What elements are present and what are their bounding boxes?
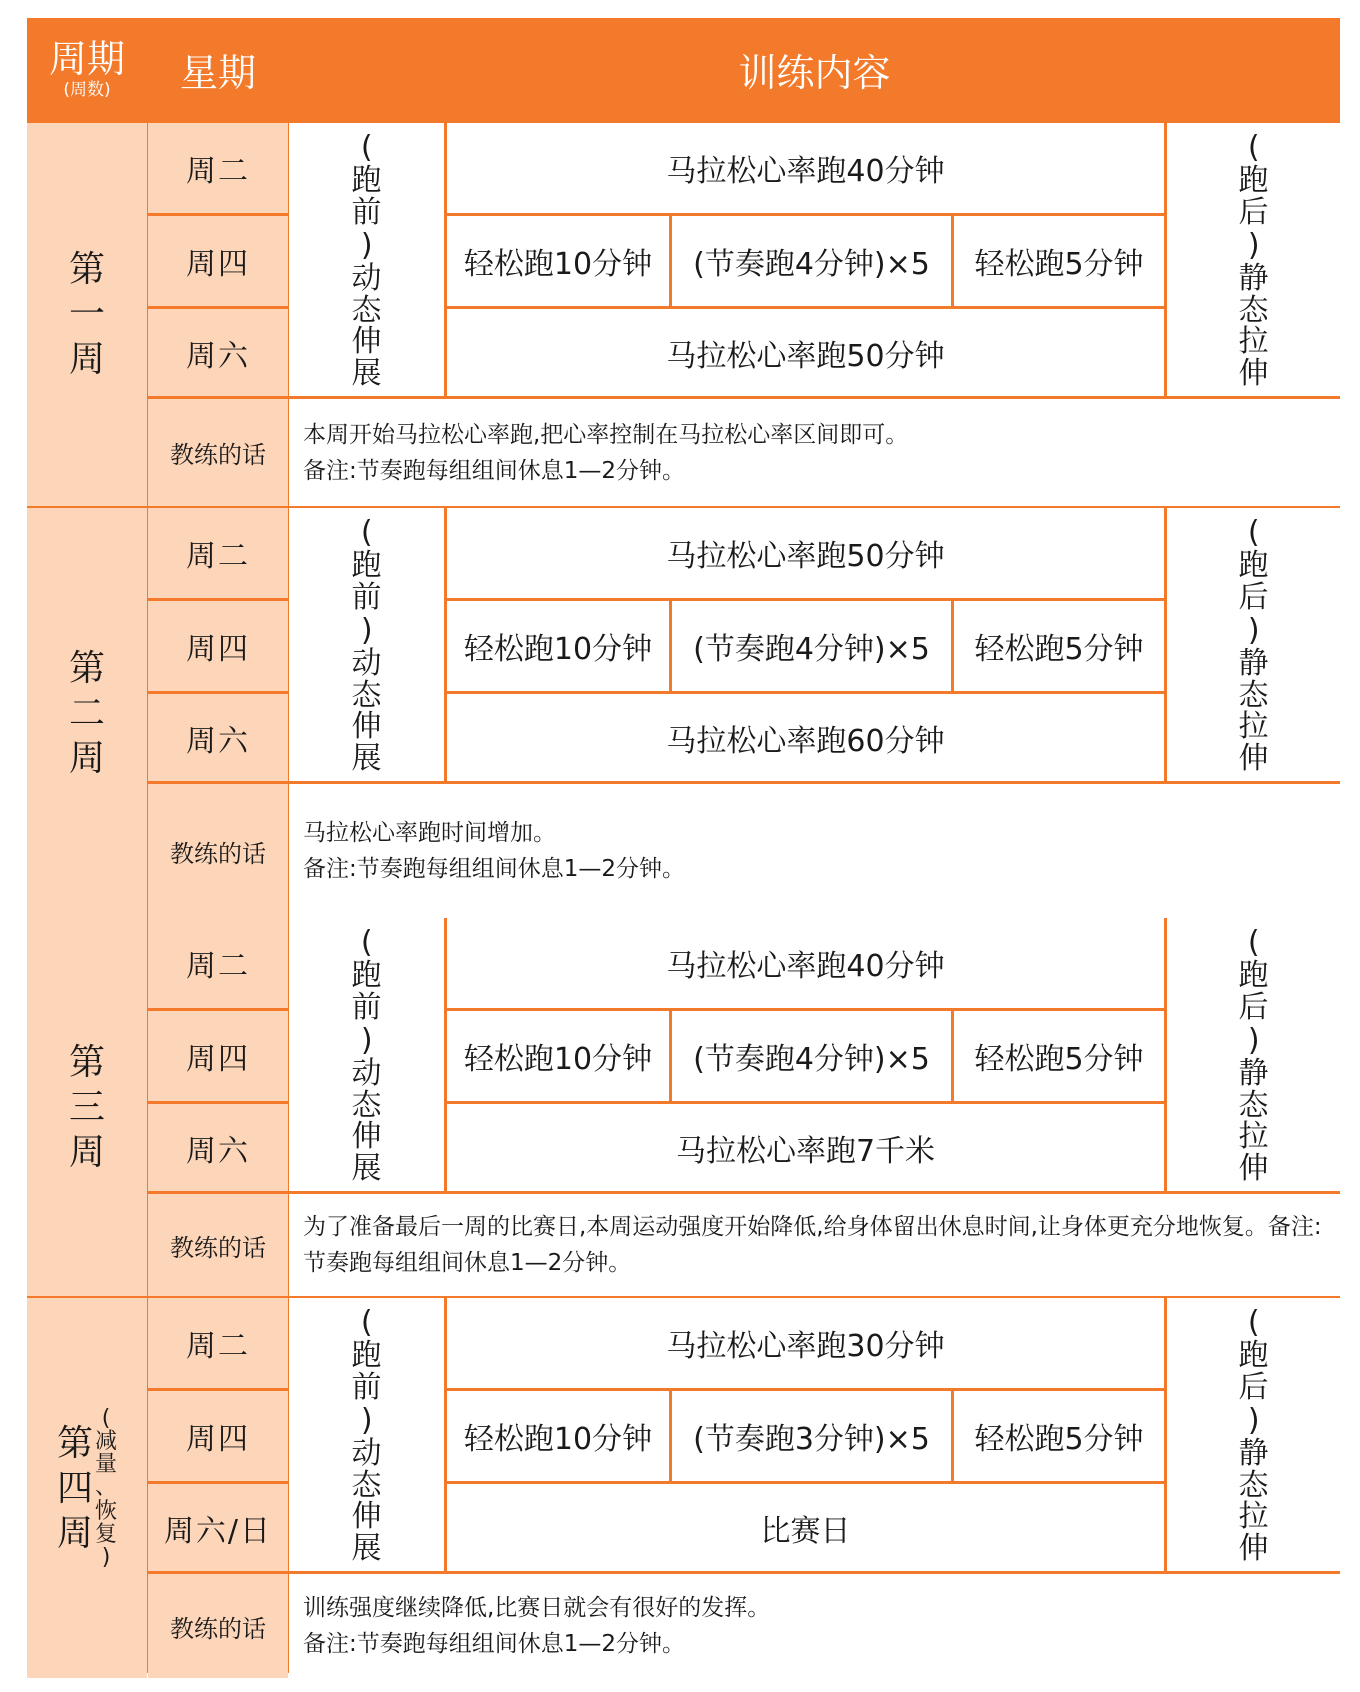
cooldown-char: 后: [1238, 579, 1269, 615]
week-1-sat-workout: 马拉松心率跑50分钟: [447, 309, 1164, 396]
week-3-thu-part-2: (节奏跑4分钟)×5: [672, 1011, 951, 1101]
week-4-cooldown: [1167, 1298, 1340, 1571]
week-title-char: 第: [68, 249, 105, 290]
cooldown-char: 后: [1238, 194, 1269, 230]
week-3-title: [27, 918, 147, 1296]
warmup-char: ): [349, 613, 385, 648]
week-4-thu-part-2: (节奏跑3分钟)×5: [672, 1391, 951, 1481]
cooldown-char: 后: [1238, 989, 1269, 1025]
week-note-char: 、: [95, 1475, 118, 1501]
warmup-char: 动: [351, 1436, 382, 1471]
header-period-label: 周期: [48, 37, 125, 81]
week-4-coach-label: 教练的话: [148, 1574, 288, 1678]
cooldown-char: 拉: [1238, 709, 1269, 744]
week-note-char: 恢: [95, 1498, 118, 1524]
week-3-cooldown: [1167, 918, 1340, 1191]
week-3-day-3: 周六: [148, 1104, 288, 1191]
week-4-sat-workout: 比赛日: [447, 1484, 1164, 1571]
cooldown-char: 静: [1238, 1436, 1269, 1471]
warmup-char: ): [349, 228, 385, 263]
warmup-char: 态: [351, 677, 382, 713]
week-2-thu-part-2: (节奏跑4分钟)×5: [672, 601, 951, 691]
week-4-day-1: 周二: [148, 1298, 288, 1388]
cooldown-char: 态: [1238, 1087, 1269, 1123]
week-4-thu-part-1: 轻松跑10分钟: [447, 1391, 669, 1481]
week-2-day-3: 周六: [148, 694, 288, 781]
coach-note-line: 备注:节奏跑每组组间休息1—2分钟。: [303, 1631, 686, 1657]
week-title-char: 第: [56, 1422, 93, 1464]
week-3-coach-note: [289, 1194, 1340, 1296]
warmup-char: 展: [351, 355, 382, 391]
warmup-char: 动: [351, 1056, 382, 1091]
week-3-thu-part-3: 轻松跑5分钟: [954, 1011, 1164, 1101]
cooldown-char: (: [1236, 1305, 1272, 1340]
week-4-coach-note: [289, 1574, 1340, 1678]
cooldown-char: 静: [1238, 261, 1269, 296]
week-2-day-1: 周二: [148, 508, 288, 598]
warmup-char: 前: [351, 579, 382, 615]
cooldown-char: ): [1236, 1023, 1272, 1058]
warmup-char: 态: [351, 292, 382, 328]
week-2-cooldown: [1167, 508, 1340, 781]
cooldown-char: 态: [1238, 1467, 1269, 1503]
week-title-char: 周: [56, 1512, 93, 1554]
week-note-char: 量: [95, 1452, 118, 1478]
week-3-thu-part-1: 轻松跑10分钟: [447, 1011, 669, 1101]
cooldown-char: 拉: [1238, 324, 1269, 359]
cooldown-char: 跑: [1238, 958, 1269, 993]
cooldown-char: ): [1236, 228, 1272, 263]
header-period: [27, 18, 147, 120]
week-3-day-1: 周二: [148, 918, 288, 1008]
warmup-char: 跑: [351, 163, 382, 198]
cooldown-char: 伸: [1238, 355, 1269, 391]
week-title-char: 一: [68, 294, 105, 335]
warmup-char: (: [349, 515, 385, 550]
training-plan-table: [27, 18, 1340, 1673]
warmup-char: 前: [351, 989, 382, 1025]
week-1-coach-label: 教练的话: [148, 399, 288, 506]
warmup-char: 伸: [351, 709, 382, 744]
week-3-sat-workout: 马拉松心率跑7千米: [447, 1104, 1164, 1191]
warmup-char: (: [349, 925, 385, 960]
cooldown-char: 静: [1238, 646, 1269, 681]
warmup-char: 动: [351, 261, 382, 296]
week-note-char: 减: [95, 1429, 118, 1455]
week-1-title: [27, 123, 147, 506]
warmup-char: 跑: [351, 958, 382, 993]
week-4-title: [27, 1298, 147, 1678]
week-3-warmup: [289, 918, 444, 1191]
cooldown-char: 态: [1238, 292, 1269, 328]
cooldown-char: 态: [1238, 677, 1269, 713]
warmup-char: 展: [351, 740, 382, 776]
week-1-warmup: [289, 123, 444, 396]
warmup-char: 动: [351, 646, 382, 681]
warmup-char: 前: [351, 1369, 382, 1405]
warmup-char: 展: [351, 1530, 382, 1566]
cooldown-char: 伸: [1238, 1150, 1269, 1186]
coach-note-line: 备注:节奏跑每组组间休息1—2分钟。: [303, 457, 686, 484]
cooldown-char: 静: [1238, 1056, 1269, 1091]
cooldown-char: 后: [1238, 1369, 1269, 1405]
cooldown-char: 跑: [1238, 1338, 1269, 1373]
week-1-coach-note: [289, 399, 1340, 506]
week-1-thu-part-2: (节奏跑4分钟)×5: [672, 216, 951, 306]
week-4-thu-part-3: 轻松跑5分钟: [954, 1391, 1164, 1481]
week-4-tue-workout: 马拉松心率跑30分钟: [447, 1298, 1164, 1388]
warmup-char: 跑: [351, 1338, 382, 1373]
cooldown-char: (: [1236, 130, 1272, 165]
coach-note-line: 马拉松心率跑时间增加。: [303, 820, 556, 846]
week-4-title-note: [95, 1407, 117, 1569]
coach-note-line: 本周开始马拉松心率跑,把心率控制在马拉松心率区间即可。: [303, 421, 909, 448]
week-4-warmup: [289, 1298, 444, 1571]
week-title-char: 周: [68, 737, 105, 779]
week-title-char: 四: [56, 1467, 93, 1509]
week-1-day-2: 周四: [148, 216, 288, 306]
week-2-warmup: [289, 508, 444, 781]
week-3-coach-label: 教练的话: [148, 1194, 288, 1296]
week-2-tue-workout: 马拉松心率跑50分钟: [447, 508, 1164, 598]
warmup-char: 态: [351, 1467, 382, 1503]
header-content: 训练内容: [738, 50, 891, 95]
week-4-day-3: 周六/日: [148, 1484, 288, 1571]
warmup-char: 展: [351, 1150, 382, 1186]
week-title-char: 周: [68, 339, 105, 380]
week-1-day-1: 周二: [148, 123, 288, 213]
cooldown-char: 伸: [1238, 1530, 1269, 1566]
week-4-day-2: 周四: [148, 1391, 288, 1481]
header-period-sub: (周数): [63, 80, 111, 100]
warmup-char: 伸: [351, 324, 382, 359]
warmup-char: (: [349, 130, 385, 165]
week-2-title: [27, 508, 147, 918]
week-2-coach-note: [289, 784, 1340, 918]
cooldown-char: (: [1236, 925, 1272, 960]
cooldown-char: 伸: [1238, 740, 1269, 776]
week-3-day-2: 周四: [148, 1011, 288, 1101]
cooldown-char: ): [1236, 613, 1272, 648]
week-2-day-2: 周四: [148, 601, 288, 691]
week-1-day-3: 周六: [148, 309, 288, 396]
week-3-tue-workout: 马拉松心率跑40分钟: [447, 918, 1164, 1008]
week-title-char: 第: [68, 647, 105, 689]
cooldown-char: ): [1236, 1403, 1272, 1438]
week-note-char: 复: [95, 1521, 118, 1547]
week-title-char: 周: [68, 1131, 105, 1173]
week-1-thu-part-1: 轻松跑10分钟: [447, 216, 669, 306]
week-2-coach-label: 教练的话: [148, 784, 288, 918]
warmup-char: 伸: [351, 1499, 382, 1534]
warmup-char: 态: [351, 1087, 382, 1123]
week-1-tue-workout: 马拉松心率跑40分钟: [447, 123, 1164, 213]
cooldown-char: 拉: [1238, 1119, 1269, 1154]
warmup-char: 伸: [351, 1119, 382, 1154]
coach-note-line: 备注:节奏跑每组组间休息1—2分钟。: [303, 856, 686, 882]
week-note-char: (: [101, 1406, 111, 1432]
coach-note-line: 为了准备最后一周的比赛日,本周运动强度开始降低,给身体留出休息时间,让身体更充分地恢复。备注:节奏跑每组组间休息1—2分钟。: [303, 1214, 1322, 1276]
week-title-char: 三: [68, 1086, 105, 1128]
week-title-char: 第: [68, 1041, 105, 1083]
header-weekday: 星期: [179, 50, 256, 95]
cooldown-char: 拉: [1238, 1499, 1269, 1534]
warmup-char: 跑: [351, 548, 382, 583]
coach-note-line: 训练强度继续降低,比赛日就会有很好的发挥。: [303, 1595, 771, 1621]
week-note-char: ): [101, 1544, 111, 1570]
week-2-sat-workout: 马拉松心率跑60分钟: [447, 694, 1164, 781]
week-1-thu-part-3: 轻松跑5分钟: [954, 216, 1164, 306]
warmup-char: ): [349, 1023, 385, 1058]
cooldown-char: 跑: [1238, 548, 1269, 583]
week-1-cooldown: [1167, 123, 1340, 396]
week-4-title-main: [57, 1421, 93, 1556]
warmup-char: (: [349, 1305, 385, 1340]
warmup-char: ): [349, 1403, 385, 1438]
week-title-char: 二: [68, 692, 105, 734]
cooldown-char: (: [1236, 515, 1272, 550]
week-2-thu-part-1: 轻松跑10分钟: [447, 601, 669, 691]
cooldown-char: 跑: [1238, 163, 1269, 198]
warmup-char: 前: [351, 194, 382, 230]
week-2-thu-part-3: 轻松跑5分钟: [954, 601, 1164, 691]
